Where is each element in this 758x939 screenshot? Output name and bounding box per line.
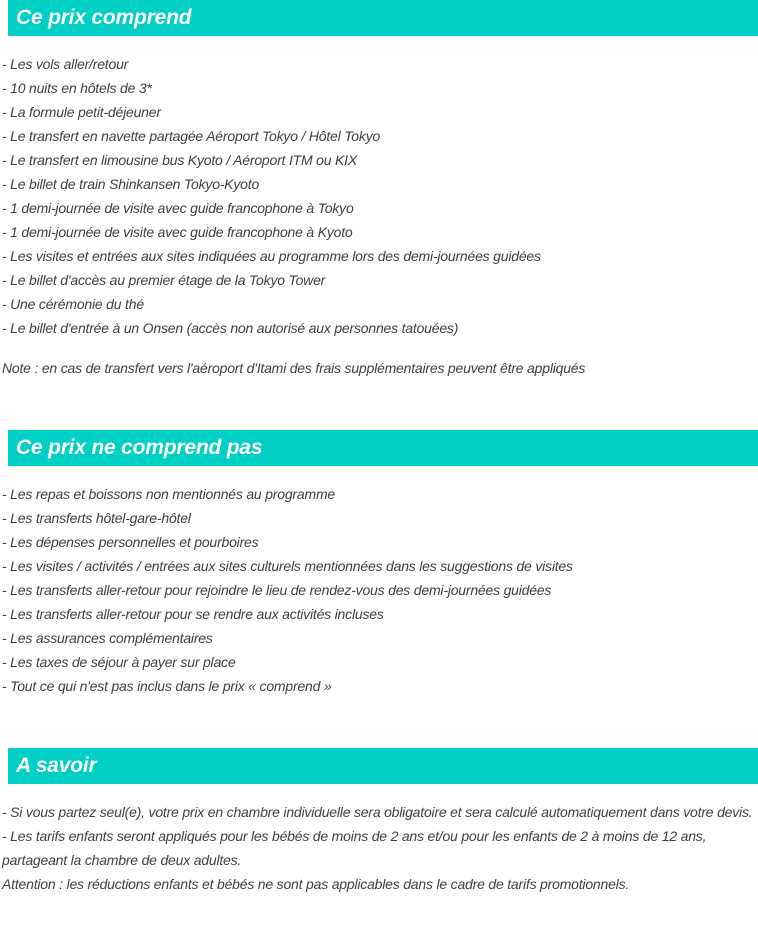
section-good-to-know — [0, 748, 758, 896]
list-item: - Les transferts hôtel-gare-hôtel — [2, 510, 191, 526]
list-item: - Le billet de train Shinkansen Tokyo-Kyoto — [2, 176, 260, 192]
list-item: - Les taxes de séjour à payer sur place — [2, 654, 236, 670]
list-item: Attention : les réductions enfants et bébés ne sont pas applicables dans le cadre de tarifs promotionnels. — [2, 876, 630, 892]
section-price-includes — [0, 0, 758, 380]
price-includes-list — [2, 52, 754, 340]
list-item: - Si vous partez seul(e), votre prix en chambre individuelle sera obligatoire et sera calculé automatiquement dans votre devis. — [2, 804, 753, 820]
list-item: - Les repas et boissons non mentionnés au programme — [2, 486, 335, 502]
section-header-bar — [8, 0, 758, 36]
section-header-bar — [8, 430, 758, 466]
list-item: - La formule petit-déjeuner — [2, 104, 161, 120]
list-item: - Les tarifs enfants seront appliqués pour les bébés de moins de 2 ans et/ou pour les enfants de 2 à moins de 12 ans, partageant la chambre de deux adultes. — [2, 828, 707, 868]
list-item: - Les assurances complémentaires — [2, 630, 213, 646]
section-title-price-excludes: Ce prix ne comprend pas — [16, 436, 263, 459]
price-includes-body — [0, 36, 758, 380]
list-item: - 1 demi-journée de visite avec guide francophone à Tokyo — [2, 200, 354, 216]
good-to-know-paragraphs — [2, 800, 754, 896]
price-excludes-list — [2, 482, 754, 698]
list-item: - Les dépenses personnelles et pourboires — [2, 534, 259, 550]
good-to-know-body — [0, 784, 758, 896]
list-item: - Les visites et entrées aux sites indiquées au programme lors des demi-journées guidées — [2, 248, 541, 264]
list-item: - Le transfert en navette partagée Aéroport Tokyo / Hôtel Tokyo — [2, 128, 381, 144]
list-item: - Les transferts aller-retour pour se rendre aux activités incluses — [2, 606, 384, 622]
list-item: - Le transfert en limousine bus Kyoto / Aéroport ITM ou KIX — [2, 152, 357, 168]
list-item: - 1 demi-journée de visite avec guide francophone à Kyoto — [2, 224, 353, 240]
list-item: - Une cérémonie du thé — [2, 296, 144, 312]
section-title-price-includes: Ce prix comprend — [16, 6, 192, 29]
list-item: - Les vols aller/retour — [2, 56, 129, 72]
list-item: - Tout ce qui n'est pas inclus dans le prix « comprend » — [2, 678, 332, 694]
section-price-excludes — [0, 430, 758, 698]
list-item: - Les transferts aller-retour pour rejoindre le lieu de rendez-vous des demi-journées guidées — [2, 582, 552, 598]
price-excludes-body — [0, 466, 758, 698]
list-item: - Le billet d'entrée à un Onsen (accès non autorisé aux personnes tatouées) — [2, 320, 459, 336]
list-item: - 10 nuits en hôtels de 3* — [2, 80, 152, 96]
list-item: - Le billet d'accès au premier étage de la Tokyo Tower — [2, 272, 326, 288]
section-title-good-to-know: A savoir — [16, 754, 97, 777]
section-header-bar — [8, 748, 758, 784]
transfer-note: Note : en cas de transfert vers l'aéroport d'Itami des frais supplémentaires peuvent être appliqués — [2, 360, 586, 376]
list-item: - Les visites / activités / entrées aux sites culturels mentionnées dans les suggestions de visites — [2, 558, 573, 574]
